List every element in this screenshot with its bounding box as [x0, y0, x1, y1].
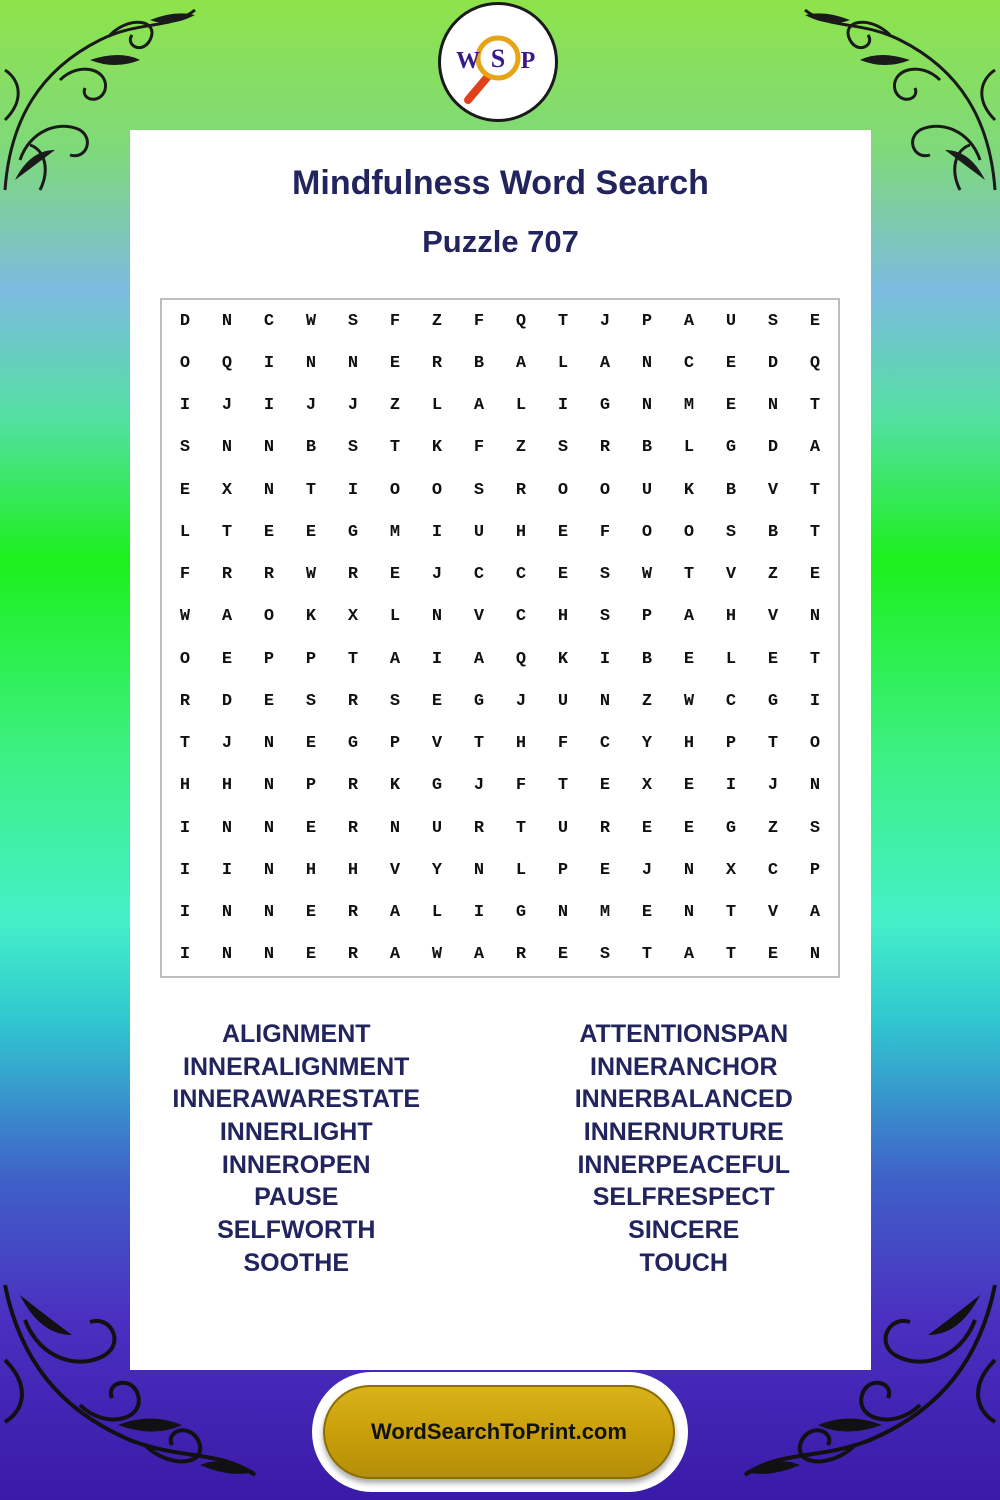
grid-letter[interactable]: I [263, 353, 275, 373]
grid-letter[interactable]: F [473, 311, 485, 331]
grid-letter[interactable]: J [221, 734, 233, 754]
word-item: INNERALIGNMENT [183, 1052, 410, 1081]
grid-letter[interactable]: F [515, 776, 527, 796]
grid-letter[interactable]: H [515, 734, 527, 754]
grid-letter[interactable]: R [347, 945, 359, 965]
grid-letter[interactable]: U [473, 522, 485, 542]
grid-letter[interactable]: T [557, 776, 569, 796]
grid-letter[interactable]: N [263, 438, 275, 458]
grid-letter[interactable]: L [557, 353, 569, 373]
grid-letter[interactable]: S [809, 818, 821, 838]
grid-letter[interactable]: P [809, 860, 821, 880]
grid-letter[interactable]: L [389, 607, 401, 627]
grid-letter[interactable]: N [221, 311, 233, 331]
grid-letter[interactable]: L [431, 396, 443, 416]
grid-letter[interactable]: X [725, 860, 737, 880]
grid-letter[interactable]: E [767, 945, 779, 965]
grid-letter[interactable]: K [305, 607, 317, 627]
word-item: INNERLIGHT [219, 1118, 373, 1147]
grid-letter[interactable]: J [767, 776, 779, 796]
grid-letter[interactable]: X [641, 776, 653, 796]
grid-letter[interactable]: I [347, 480, 359, 500]
grid-letter[interactable]: R [473, 818, 485, 838]
grid-letter[interactable]: N [263, 734, 275, 754]
site-logo [438, 2, 558, 122]
grid-letter[interactable]: N [221, 945, 233, 965]
word-item: SELFWORTH [217, 1216, 376, 1245]
grid-letter[interactable]: E [641, 818, 653, 838]
grid-letter[interactable]: E [431, 691, 443, 711]
grid-letter[interactable]: P [641, 607, 653, 627]
grid-letter[interactable]: A [473, 649, 485, 669]
footer-site-link[interactable]: WordSearchToPrint.com [371, 1419, 627, 1444]
grid-letter[interactable]: I [725, 776, 737, 796]
grid-letter[interactable]: D [221, 691, 233, 711]
grid-letter[interactable]: C [599, 734, 611, 754]
grid-letter[interactable]: T [557, 311, 569, 331]
grid-letter[interactable]: K [431, 438, 443, 458]
logo-letter: S [490, 44, 506, 73]
grid-letter[interactable]: A [389, 945, 401, 965]
logo-letter: W [456, 48, 480, 74]
grid-letter[interactable]: B [641, 649, 653, 669]
grid-letter[interactable]: R [347, 565, 359, 585]
grid-letter[interactable]: D [179, 311, 191, 331]
logo-letter: P [520, 48, 536, 74]
grid-letter[interactable]: T [179, 734, 191, 754]
grid-letter[interactable]: G [725, 818, 737, 838]
grid-letter[interactable]: E [305, 903, 317, 923]
grid-letter[interactable]: I [473, 903, 485, 923]
grid-letter[interactable]: G [515, 903, 527, 923]
grid-letter[interactable]: N [263, 480, 275, 500]
grid-letter[interactable]: U [641, 480, 653, 500]
grid-letter[interactable]: N [221, 903, 233, 923]
grid-letter[interactable]: E [179, 480, 191, 500]
grid-letter[interactable]: K [557, 649, 569, 669]
grid-letter[interactable]: V [389, 860, 401, 880]
grid-letter[interactable]: E [767, 649, 779, 669]
grid-letter[interactable]: R [347, 818, 359, 838]
grid-letter[interactable]: A [599, 353, 611, 373]
grid-letter[interactable]: E [725, 396, 737, 416]
grid-letter[interactable]: J [347, 396, 359, 416]
grid-letter[interactable]: X [221, 480, 233, 500]
grid-letter[interactable]: A [473, 396, 485, 416]
grid-letter[interactable]: A [221, 607, 233, 627]
grid-letter[interactable]: N [347, 353, 359, 373]
grid-letter[interactable]: H [347, 860, 359, 880]
grid-letter[interactable]: N [263, 776, 275, 796]
grid-letter[interactable]: E [263, 522, 275, 542]
grid-letter[interactable]: U [431, 818, 443, 838]
page-title: Mindfulness Word Search [292, 164, 709, 202]
letter-grid [160, 298, 840, 978]
grid-letter[interactable]: N [263, 860, 275, 880]
grid-letter[interactable]: J [305, 396, 317, 416]
grid-letter[interactable]: S [389, 691, 401, 711]
grid-letter[interactable]: T [809, 480, 821, 500]
grid-letter[interactable]: Y [641, 734, 653, 754]
grid-letter[interactable]: J [641, 860, 653, 880]
grid-letter[interactable]: O [641, 522, 653, 542]
grid-letter[interactable]: Y [431, 860, 443, 880]
grid-letter[interactable]: N [683, 903, 695, 923]
grid-letter[interactable]: V [767, 480, 779, 500]
grid-letter[interactable]: C [725, 691, 737, 711]
grid-letter[interactable]: R [431, 353, 443, 373]
grid-letter[interactable]: S [725, 522, 737, 542]
grid-letter[interactable]: E [305, 734, 317, 754]
grid-letter[interactable]: E [683, 776, 695, 796]
grid-letter[interactable]: W [431, 945, 443, 965]
grid-letter[interactable]: N [641, 396, 653, 416]
grid-letter[interactable]: M [683, 396, 695, 416]
grid-letter[interactable]: J [473, 776, 485, 796]
grid-letter[interactable]: E [599, 776, 611, 796]
grid-letter[interactable]: T [725, 903, 737, 923]
grid-letter[interactable]: B [767, 522, 779, 542]
grid-letter[interactable]: V [431, 734, 443, 754]
grid-letter[interactable]: N [221, 818, 233, 838]
word-item: INNERBALANCED [574, 1085, 793, 1114]
grid-letter[interactable]: R [179, 691, 191, 711]
grid-letter[interactable]: E [263, 691, 275, 711]
grid-letter[interactable]: P [263, 649, 275, 669]
grid-letter[interactable]: S [557, 438, 569, 458]
grid-letter[interactable]: F [557, 734, 569, 754]
grid-letter[interactable]: O [389, 480, 401, 500]
word-item: INNEROPEN [221, 1150, 371, 1179]
grid-letter[interactable]: C [767, 860, 779, 880]
grid-letter[interactable]: H [683, 734, 695, 754]
grid-letter[interactable]: T [683, 565, 695, 585]
word-item: INNERANCHOR [590, 1052, 778, 1081]
grid-letter[interactable]: T [515, 818, 527, 838]
grid-letter[interactable]: F [473, 438, 485, 458]
grid-letter[interactable]: C [683, 353, 695, 373]
grid-letter[interactable]: E [305, 945, 317, 965]
grid-letter[interactable]: N [263, 945, 275, 965]
grid-letter[interactable]: A [683, 607, 695, 627]
grid-letter[interactable]: H [221, 776, 233, 796]
grid-letter[interactable]: G [767, 691, 779, 711]
grid-letter[interactable]: I [179, 945, 191, 965]
grid-letter[interactable]: O [557, 480, 569, 500]
grid-letter[interactable]: B [725, 480, 737, 500]
grid-letter[interactable]: O [599, 480, 611, 500]
grid-letter[interactable]: Z [515, 438, 527, 458]
grid-letter[interactable]: B [305, 438, 317, 458]
word-item: SOOTHE [243, 1248, 350, 1277]
grid-letter[interactable]: U [725, 311, 737, 331]
grid-letter[interactable]: Z [767, 565, 779, 585]
word-item: PAUSE [254, 1183, 339, 1212]
grid-letter[interactable]: W [305, 565, 317, 585]
grid-letter[interactable]: I [179, 396, 191, 416]
grid-letter[interactable]: D [767, 438, 779, 458]
word-list-right [499, 1018, 870, 1280]
grid-letter[interactable]: P [641, 311, 653, 331]
word-item: SINCERE [628, 1216, 740, 1245]
grid-letter[interactable]: I [809, 691, 821, 711]
grid-letter[interactable]: F [179, 565, 191, 585]
grid-letter[interactable]: E [389, 565, 401, 585]
grid-letter[interactable]: D [767, 353, 779, 373]
grid-letter[interactable]: S [473, 480, 485, 500]
grid-letter[interactable]: N [809, 607, 821, 627]
grid-letter[interactable]: M [389, 522, 401, 542]
grid-letter[interactable]: E [809, 565, 821, 585]
grid-letter[interactable]: U [557, 818, 569, 838]
grid-letter[interactable]: B [641, 438, 653, 458]
grid-letter[interactable]: G [347, 734, 359, 754]
grid-letter[interactable]: N [473, 860, 485, 880]
grid-letter[interactable]: S [347, 438, 359, 458]
grid-letter[interactable]: R [347, 776, 359, 796]
grid-letter[interactable]: G [473, 691, 485, 711]
grid-letter[interactable]: A [473, 945, 485, 965]
grid-letter[interactable]: E [389, 353, 401, 373]
grid-letter[interactable]: X [347, 607, 359, 627]
grid-letter[interactable]: G [599, 396, 611, 416]
grid-letter[interactable]: R [599, 818, 611, 838]
grid-letter[interactable]: H [179, 776, 191, 796]
word-item: ATTENTIONSPAN [579, 1020, 789, 1048]
footer-banner[interactable] [323, 1385, 675, 1479]
grid-letter[interactable]: S [347, 311, 359, 331]
puzzle-number: Puzzle 707 [422, 224, 579, 259]
grid-letter[interactable]: A [683, 311, 695, 331]
grid-letter[interactable]: N [263, 818, 275, 838]
grid-letter[interactable]: M [599, 903, 611, 923]
grid-letter[interactable]: H [305, 860, 317, 880]
grid-letter[interactable]: W [683, 691, 695, 711]
grid-letter[interactable]: A [389, 903, 401, 923]
grid-letter[interactable]: F [599, 522, 611, 542]
grid-letter[interactable]: E [725, 353, 737, 373]
grid-letter[interactable]: P [389, 734, 401, 754]
magnifier-icon [448, 12, 548, 112]
grid-letter[interactable]: R [347, 691, 359, 711]
grid-letter[interactable]: C [515, 565, 527, 585]
grid-letter[interactable]: V [767, 607, 779, 627]
grid-letter[interactable]: A [515, 353, 527, 373]
grid-letter[interactable]: H [515, 522, 527, 542]
grid-letter[interactable]: J [599, 311, 611, 331]
grid-letter[interactable]: I [431, 649, 443, 669]
grid-letter[interactable]: Q [515, 649, 527, 669]
grid-letter[interactable]: G [431, 776, 443, 796]
grid-letter[interactable]: Z [641, 691, 653, 711]
grid-letter[interactable]: I [179, 903, 191, 923]
grid-letter[interactable]: O [263, 607, 275, 627]
grid-letter[interactable]: L [179, 522, 191, 542]
grid-letter[interactable]: T [767, 734, 779, 754]
grid-letter[interactable]: S [767, 311, 779, 331]
grid-letter[interactable]: I [221, 860, 233, 880]
grid-letter[interactable]: S [305, 691, 317, 711]
grid-letter[interactable]: N [767, 396, 779, 416]
grid-letter[interactable]: N [641, 353, 653, 373]
grid-letter[interactable]: B [473, 353, 485, 373]
grid-letter[interactable]: E [557, 522, 569, 542]
word-item: SELFRESPECT [592, 1183, 775, 1212]
grid-letter[interactable]: K [683, 480, 695, 500]
grid-letter[interactable]: C [473, 565, 485, 585]
grid-letter[interactable]: R [599, 438, 611, 458]
grid-letter[interactable]: T [473, 734, 485, 754]
grid-letter[interactable]: N [221, 438, 233, 458]
grid-letter[interactable]: L [515, 396, 527, 416]
grid-letter[interactable]: P [725, 734, 737, 754]
grid-letter[interactable]: T [809, 396, 821, 416]
grid-letter[interactable]: T [305, 480, 317, 500]
grid-letter[interactable]: O [809, 734, 821, 754]
grid-letter[interactable]: O [179, 649, 191, 669]
grid-letter[interactable]: E [557, 945, 569, 965]
grid-letter[interactable]: E [683, 818, 695, 838]
grid-letter[interactable]: I [263, 396, 275, 416]
grid-letter[interactable]: L [515, 860, 527, 880]
grid-letter[interactable]: N [809, 945, 821, 965]
grid-letter[interactable]: G [725, 438, 737, 458]
grid-letter[interactable]: E [683, 649, 695, 669]
grid-letter[interactable]: Z [389, 396, 401, 416]
grid-letter[interactable]: T [641, 945, 653, 965]
grid-letter[interactable]: P [305, 649, 317, 669]
grid-letter[interactable]: T [221, 522, 233, 542]
grid-letter[interactable]: S [599, 565, 611, 585]
grid-letter[interactable]: H [557, 607, 569, 627]
grid-letter[interactable]: P [305, 776, 317, 796]
word-item: INNERAWARESTATE [172, 1085, 421, 1114]
word-item: INNERPEACEFUL [577, 1150, 790, 1179]
grid-letter[interactable]: S [599, 607, 611, 627]
grid-letter[interactable]: T [809, 649, 821, 669]
grid-letter[interactable]: W [179, 607, 191, 627]
word-item: TOUCH [639, 1248, 728, 1277]
grid-letter[interactable]: W [641, 565, 653, 585]
grid-letter[interactable]: O [179, 353, 191, 373]
grid-letter[interactable]: T [389, 438, 401, 458]
grid-letter[interactable]: O [431, 480, 443, 500]
word-list-left [111, 1018, 482, 1280]
grid-letter[interactable]: Z [767, 818, 779, 838]
grid-letter[interactable]: P [557, 860, 569, 880]
grid-letter[interactable]: S [179, 438, 191, 458]
grid-letter[interactable]: I [179, 818, 191, 838]
grid-letter[interactable]: E [641, 903, 653, 923]
grid-letter[interactable]: Q [515, 311, 527, 331]
grid-letter[interactable]: A [809, 903, 821, 923]
grid-letter[interactable]: I [599, 649, 611, 669]
grid-letter[interactable]: V [473, 607, 485, 627]
grid-letter[interactable]: A [389, 649, 401, 669]
word-item: ALIGNMENT [221, 1020, 371, 1048]
grid-letter[interactable]: O [683, 522, 695, 542]
word-item: INNERNURTURE [583, 1118, 784, 1147]
grid-letter[interactable]: V [725, 565, 737, 585]
grid-letter[interactable]: C [515, 607, 527, 627]
grid-letter[interactable]: U [557, 691, 569, 711]
grid-letter[interactable]: T [725, 945, 737, 965]
grid-letter[interactable]: R [515, 945, 527, 965]
grid-letter[interactable]: A [683, 945, 695, 965]
grid-letter[interactable]: N [305, 353, 317, 373]
grid-letter[interactable]: N [263, 903, 275, 923]
grid-letter[interactable]: R [347, 903, 359, 923]
grid-letter[interactable]: N [599, 691, 611, 711]
grid-letter[interactable]: E [557, 565, 569, 585]
grid-letter[interactable]: C [263, 311, 275, 331]
grid-letter[interactable]: F [389, 311, 401, 331]
grid-letter[interactable]: E [305, 818, 317, 838]
word-list [130, 1018, 871, 1280]
grid-letter[interactable]: N [809, 776, 821, 796]
grid-letter[interactable]: I [557, 396, 569, 416]
grid-letter[interactable]: L [431, 903, 443, 923]
grid-letter[interactable]: L [725, 649, 737, 669]
grid-letter[interactable]: T [809, 522, 821, 542]
grid-letter[interactable]: W [305, 311, 317, 331]
grid-letter[interactable]: T [347, 649, 359, 669]
grid-letter[interactable]: N [683, 860, 695, 880]
grid-letter[interactable]: J [221, 396, 233, 416]
grid-letter[interactable]: E [599, 860, 611, 880]
grid-letter[interactable]: H [725, 607, 737, 627]
grid-letter[interactable]: E [221, 649, 233, 669]
grid-letter[interactable]: E [305, 522, 317, 542]
grid-letter[interactable]: E [809, 311, 821, 331]
grid-letter[interactable]: I [179, 860, 191, 880]
grid-letter[interactable]: R [515, 480, 527, 500]
grid-letter[interactable]: K [389, 776, 401, 796]
grid-letter[interactable]: N [389, 818, 401, 838]
grid-letter[interactable]: R [263, 565, 275, 585]
grid-letter[interactable]: Z [431, 311, 443, 331]
grid-letter[interactable]: I [431, 522, 443, 542]
grid-letter[interactable]: R [221, 565, 233, 585]
grid-letter[interactable]: L [683, 438, 695, 458]
grid-letter[interactable]: Q [221, 353, 233, 373]
grid-letter[interactable]: A [809, 438, 821, 458]
grid-letter[interactable]: G [347, 522, 359, 542]
grid-letter[interactable]: V [767, 903, 779, 923]
grid-letter[interactable]: Q [809, 353, 821, 373]
grid-letter[interactable]: S [599, 945, 611, 965]
grid-letter[interactable]: N [431, 607, 443, 627]
grid-letter[interactable]: N [557, 903, 569, 923]
grid-letter[interactable]: J [431, 565, 443, 585]
grid-letter[interactable]: J [515, 691, 527, 711]
puzzle-sheet [130, 130, 871, 1370]
